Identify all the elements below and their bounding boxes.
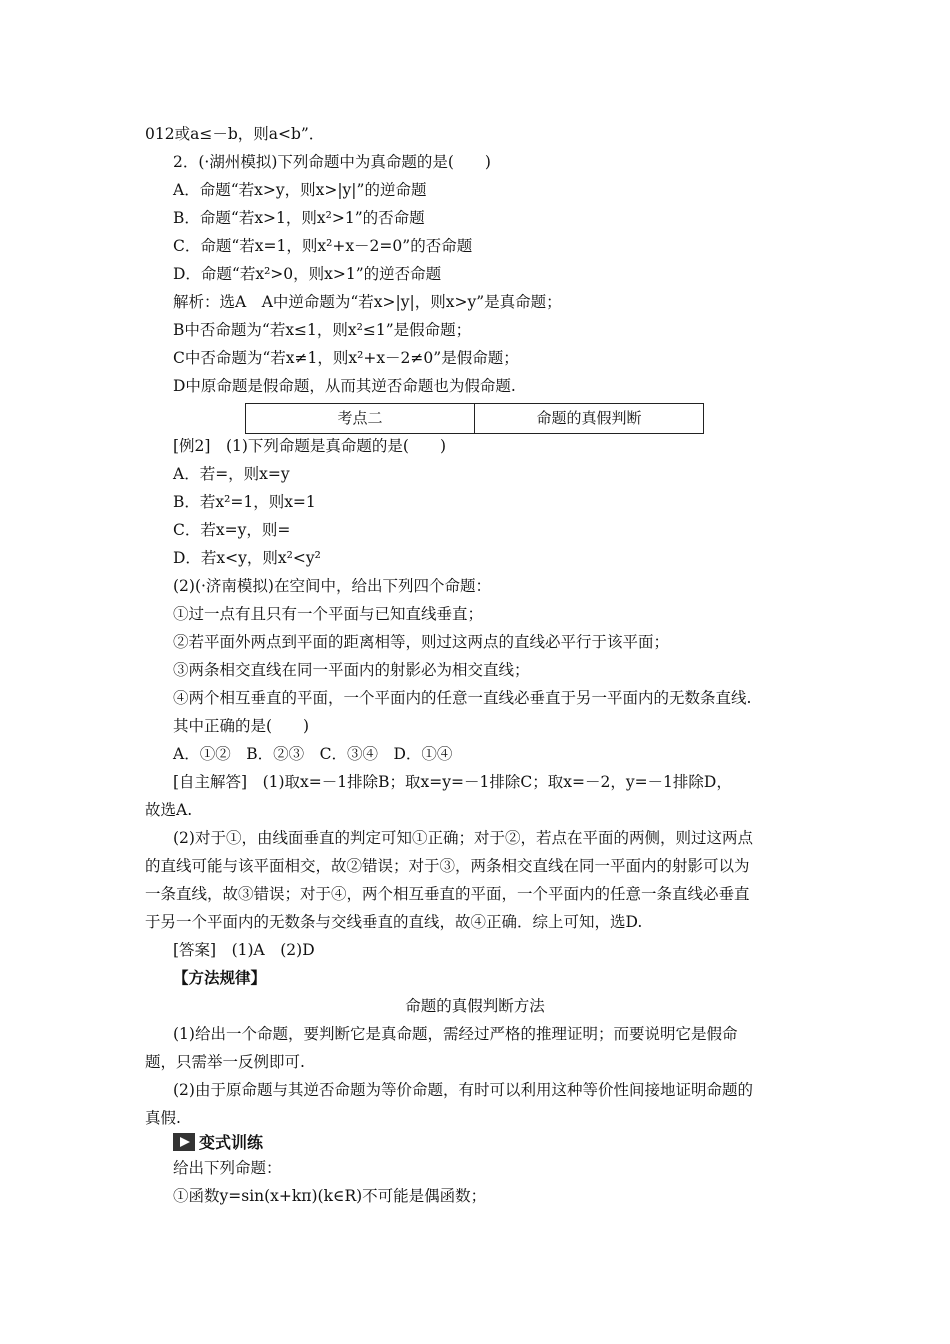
option-a: A．命题“若x>y，则x>|y|”的逆命题 [173,181,427,199]
solution-line: C中否命题为“若x≠1，则x²+x－2≠0”是假命题； [173,349,519,367]
proposition-2: ②若平面外两点到平面的距离相等，则过这两点的直线必平行于该平面； [173,633,670,651]
proposition-3: ③两条相交直线在同一平面内的射影必为相交直线； [173,661,530,679]
example-question-2: (2)(·济南模拟)在空间中，给出下列四个命题： [173,577,491,595]
solution-line: D中原命题是假命题，从而其逆否命题也为假命题. [173,377,516,395]
question-2: 2．(·湖州模拟)下列命题中为真命题的是( ) [173,153,491,171]
solution-text: (2)对于①，由线面垂直的判定可知①正确；对于②，若点在平面的两侧，则过这两点 [173,829,753,847]
kaodian-number: 考点二 [337,409,383,427]
variant-label: 变式训练 [199,1133,264,1152]
variant-proposition-1: ①函数y=sin(x+kπ)(k∈R)不可能是偶函数； [173,1187,487,1205]
example-option-b: B．若x²=1，则x=1 [173,493,316,511]
method-text: (1)给出一个命题，要判断它是真命题，需经过严格的推理证明；而要说明它是假命 [173,1025,738,1043]
option-d: D．命题“若x²>0，则x>1”的逆否命题 [173,265,442,283]
solution-text: 的直线可能与该平面相交，故②错误；对于③，两条相交直线在同一平面内的射影可以为 [145,857,750,875]
example-option-c: C．若x=y，则= [173,521,291,539]
method-title: 命题的真假判断方法 [405,997,545,1015]
solution-line: B中否命题为“若x≤1，则x²≤1”是假命题； [173,321,472,339]
example-options: A．①② B．②③ C．③④ D．①④ [173,745,453,763]
variant-intro: 给出下列命题： [173,1159,282,1177]
kaodian-table [245,403,704,434]
kaodian-title: 命题的真假判断 [474,404,703,433]
example-ask: 其中正确的是( ) [173,717,310,735]
method-text: 题，只需举一反例即可. [145,1053,305,1071]
example-option-a: A．若=，则x=y [173,465,290,483]
solution-text: 故选A. [145,801,193,819]
proposition-1: ①过一点有且只有一个平面与已知直线垂直； [173,605,484,623]
example-question-1: [例2] (1)下列命题是真命题的是( ) [173,437,447,455]
play-icon [173,1133,195,1151]
method-heading: 【方法规律】 [173,969,267,987]
solution-text: [自主解答] (1)取x=－1排除B；取x=y=－1排除C；取x=－2，y=－1排除D， [173,773,732,791]
text-line: 012或a≤－b，则a<b”． [145,125,325,143]
solution-line: 解析：选A A中逆命题为“若x>|y|，则x>y”是真命题； [173,293,562,311]
variant-training-badge [173,1130,263,1153]
solution-text: 于另一个平面内的无数条与交线垂直的直线，故④正确．综上可知，选D. [145,913,643,931]
solution-text: 一条直线，故③错误；对于④，两个相互垂直的平面，一个平面内的任意一条直线必垂直 [145,885,750,903]
option-c: C．命题“若x=1，则x²+x－2=0”的否命题 [173,237,473,255]
answer: [答案] (1)A (2)D [173,941,315,959]
method-text: (2)由于原命题与其逆否命题为等价命题，有时可以利用这种等价性间接地证明命题的 [173,1081,753,1099]
method-text: 真假. [145,1109,181,1127]
example-option-d: D．若x<y，则x²<y² [173,549,321,567]
option-b: B．命题“若x>1，则x²>1”的否命题 [173,209,425,227]
proposition-4: ④两个相互垂直的平面，一个平面内的任意一直线必垂直于另一平面内的无数条直线. [173,689,752,707]
